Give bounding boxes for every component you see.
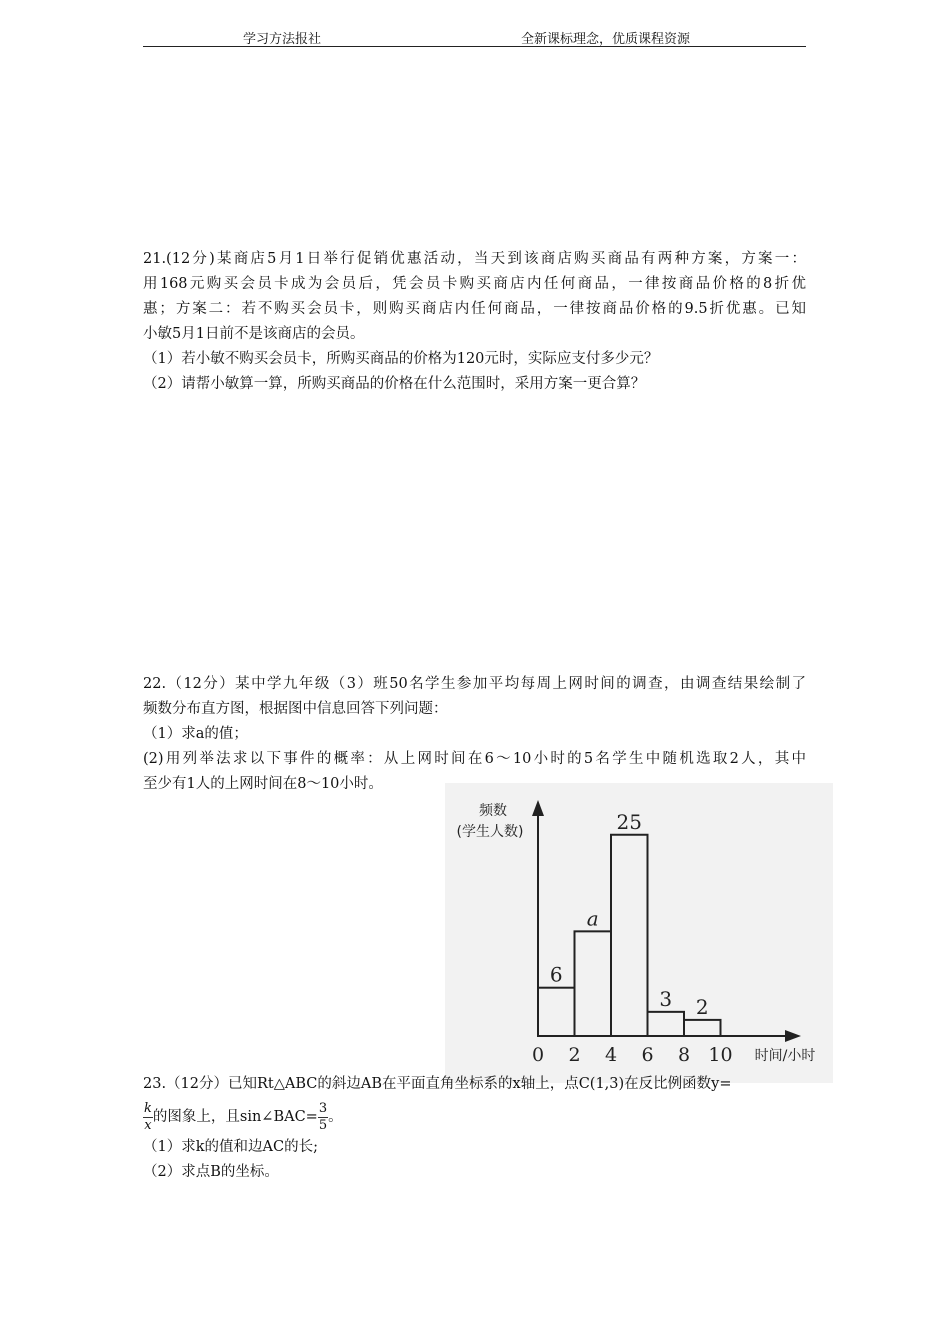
histogram-bar [648, 1012, 685, 1036]
question-21 [143, 247, 806, 397]
fraction-k-over-x [143, 1101, 153, 1134]
histogram-bar [575, 931, 612, 1036]
fraction-three-fifths [318, 1101, 328, 1134]
y-axis-arrow [532, 800, 544, 816]
x-axis-arrow [785, 1030, 801, 1042]
header-slogan: 全新课标理念，优质课程资源 [521, 32, 691, 47]
x-tick-label: 2 [568, 1044, 581, 1066]
q21-line-2: 用168元购买会员卡成为会员后，凭会员卡购买商店内任何商品，一律按商品价格的8折优 [143, 276, 806, 292]
q21-line-3: 惠；方案二：若不购买会员卡，则购买商店内任何商品，一律按商品价格的9.5折优惠。已知 [143, 301, 806, 317]
bar-value-label: 6 [549, 962, 563, 987]
x-tick-label: 10 [708, 1044, 733, 1066]
q21-sub-1: （1）若小敏不购买会员卡，所购买商品的价格为120元时，实际应支付多少元？ [143, 351, 659, 367]
q21-sub-2: （2）请帮小敏算一算，所购买商品的价格在什么范围时，采用方案一更合算？ [143, 376, 646, 392]
q23-sub-1: （1）求k的值和边AC的长; [143, 1139, 318, 1155]
histogram-svg [445, 783, 833, 1083]
q21-line-1: 21.(12分)某商店5月1日举行促销优惠活动，当天到该商店购买商品有两种方案，方案一： [143, 251, 806, 267]
q23-mid-text: 的图象上，且sin∠BAC= [152, 1109, 318, 1125]
histogram-chart [445, 783, 833, 1083]
question-22 [143, 672, 806, 797]
x-tick-label: 8 [677, 1044, 691, 1066]
histogram-bar [538, 988, 575, 1036]
x-tick-label: 6 [641, 1044, 654, 1066]
fraction-denominator: x [144, 1117, 152, 1133]
q21-line-4: 小敏5月1日前不是该商店的会员。 [143, 326, 365, 342]
q23-sub-2: （2）求点B的坐标。 [143, 1164, 279, 1180]
question-23 [143, 1072, 806, 1185]
q22-sub-2: (2)用列举法求以下事件的概率：从上网时间在6～10小时的5名学生中随机选取2人，其中 [143, 751, 806, 767]
q23-line-1: 23.（12分）已知Rt△ABC的斜边AB在平面直角坐标系的x轴上，点C(1,3)在反比例函数y= [143, 1076, 732, 1092]
q22-sub-1: （1）求a的值； [143, 726, 248, 742]
x-tick-label: 0 [531, 1044, 545, 1066]
x-axis-label: 时间/小时 [754, 1048, 816, 1064]
q22-sub-2-cont: 至少有1人的上网时间在8～10小时。 [143, 776, 383, 792]
bar-value-label: 2 [695, 994, 709, 1019]
q23-line-2 [143, 1099, 806, 1135]
header-publisher: 学习方法报社 [243, 32, 322, 47]
q22-line-2: 频数分布直方图，根据图中信息回答下列问题： [143, 701, 448, 717]
bar-value-label: 3 [659, 986, 673, 1011]
bar-value-label: 25 [616, 809, 642, 834]
page-header [143, 28, 806, 47]
q23-end-text: 。 [328, 1109, 343, 1125]
fraction-numerator: 3 [318, 1100, 328, 1116]
y-axis-label-1: 频数 [479, 803, 507, 819]
fraction-denominator: 5 [318, 1117, 328, 1133]
bar-value-label: a [586, 906, 599, 931]
histogram-bar [611, 835, 648, 1036]
q22-line-1: 22.（12分）某中学九年级（3）班50名学生参加平均每周上网时间的调查，由调查结果绘制了 [143, 676, 806, 692]
fraction-numerator: k [144, 1100, 152, 1116]
histogram-bar [684, 1020, 721, 1036]
x-tick-label: 4 [604, 1044, 618, 1066]
y-axis-label-2: (学生人数) [456, 824, 524, 840]
